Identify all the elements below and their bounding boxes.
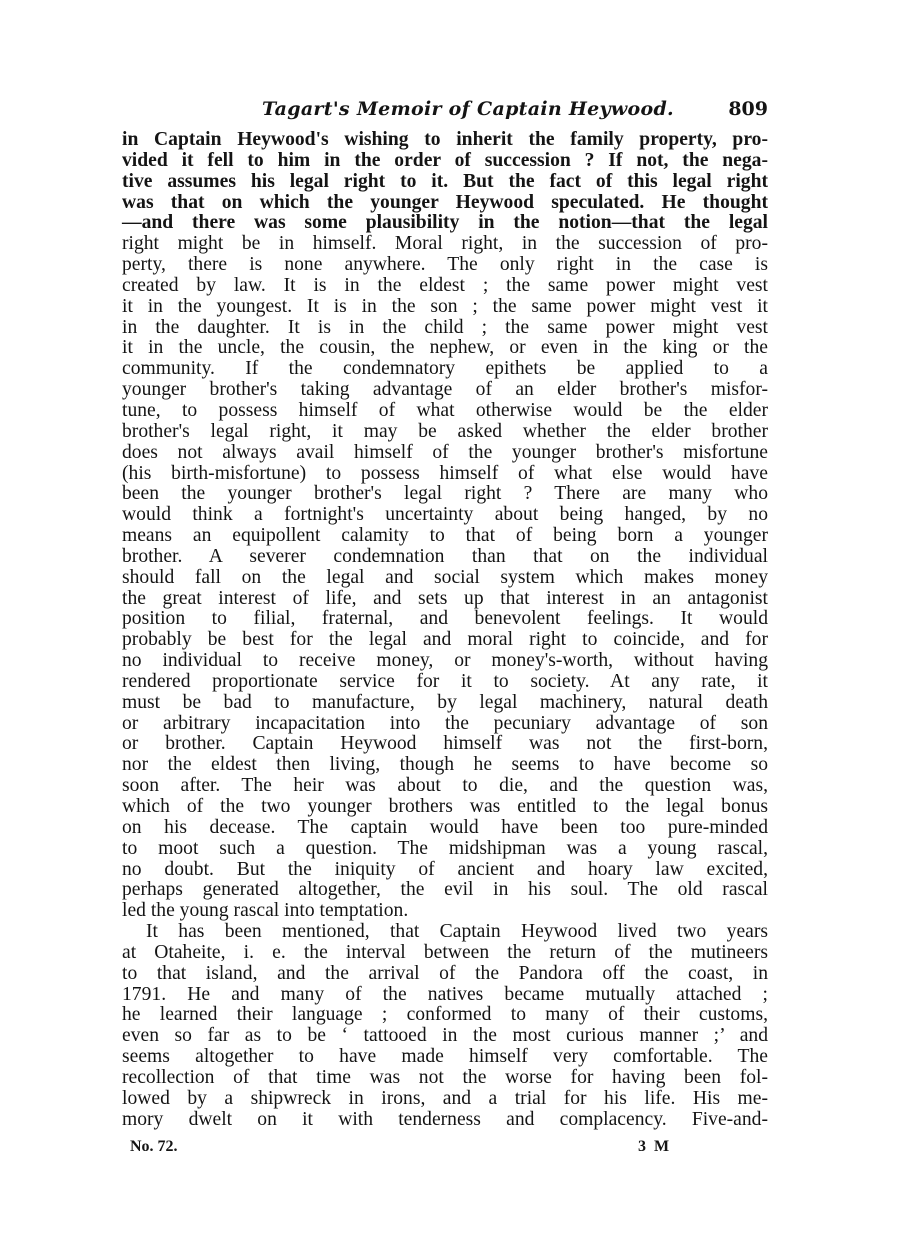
text-line: which of the two younger brothers was entitled to the legal bonus: [122, 796, 768, 817]
text-line: no doubt. But the iniquity of ancient and hoary law excited,: [122, 858, 768, 880]
text-line: in the daughter. It is in the child ; the same power might vest: [122, 316, 768, 338]
page-footer: [130, 1138, 710, 1160]
text-line: should fall on the legal and social system which makes money: [122, 566, 768, 588]
running-head: [122, 98, 768, 124]
text-line: it in the youngest. It is in the son ; the same power might vest it: [122, 295, 768, 317]
text-line: perty, there is none anywhere. The only right in the case is: [122, 254, 768, 276]
text-line: probably be best for the legal and moral right to coincide, and for: [122, 629, 768, 651]
page-number: 809: [728, 98, 768, 120]
text-line: must be bad to manufacture, by legal machinery, natural death: [122, 691, 768, 713]
text-line: it in the uncle, the cousin, the nephew, or even in the king or the: [122, 337, 768, 359]
text-line: younger brother's taking advantage of an elder brother's misfor-: [122, 379, 768, 401]
text-line: recollection of that time was not the worse for having been fol-: [122, 1066, 768, 1088]
text-line: brother's legal right, it may be asked whether the elder brother: [122, 420, 768, 442]
text-line: mory dwelt on it with tenderness and complacency. Five-and-: [122, 1108, 768, 1130]
text-line: lowed by a shipwreck in irons, and a trial for his life. His me-: [122, 1087, 768, 1109]
text-line: was that on which the younger Heywood speculated. He thought: [122, 191, 768, 213]
text-line: or brother. Captain Heywood himself was not the first-born,: [122, 733, 768, 755]
text-line: at Otaheite, i. e. the interval between the return of the mutineers: [122, 941, 768, 963]
text-line: even so far as to be ‘ tattooed in the most curious manner ;’ and: [122, 1025, 768, 1047]
text-line: no individual to receive money, or money's-worth, without having: [122, 650, 768, 672]
text-line: on his decease. The captain would have been too pure-minded: [122, 816, 768, 838]
text-line: (his birth-misfortune) to possess himself of what else would have: [122, 462, 768, 484]
text-line: or arbitrary incapacitation into the pecuniary advantage of son: [122, 712, 768, 734]
text-line: —and there was some plausibility in the notion—that the legal: [122, 212, 768, 234]
signature-mark: 3 M: [638, 1138, 672, 1155]
text-line: tive assumes his legal right to it. But the fact of this legal right: [122, 170, 768, 192]
text-line: seems altogether to have made himself very comfortable. The: [122, 1046, 768, 1068]
running-title: Tagart's Memoir of Captain Heywood.: [262, 98, 674, 120]
text-line: does not always avail himself of the younger brother's misfortune: [122, 441, 768, 463]
text-line: the great interest of life, and sets up that interest in an antagonist: [122, 587, 768, 609]
text-line: tune, to possess himself of what otherwise would be the elder: [122, 399, 768, 421]
text-line: he learned their language ; conformed to many of their customs,: [122, 1004, 768, 1026]
text-line: means an equipollent calamity to that of being born a younger: [122, 525, 768, 547]
text-line: community. If the condemnatory epithets be applied to a: [122, 358, 768, 380]
text-line: 1791. He and many of the natives became mutually attached ;: [122, 983, 768, 1005]
text-line: created by law. It is in the eldest ; the same power might vest: [122, 274, 768, 296]
text-line: in Captain Heywood's wishing to inherit the family property, pro-: [122, 129, 768, 150]
issue-number: No. 72.: [130, 1138, 178, 1155]
text-line: led the young rascal into temptation.: [122, 900, 409, 922]
body-text: [122, 130, 768, 1131]
text-line: vided it fell to him in the order of succession ? If not, the nega-: [122, 149, 768, 171]
text-line: It has been mentioned, that Captain Heywood lived two years: [146, 921, 768, 943]
text-line: to that island, and the arrival of the Pandora off the coast, in: [122, 962, 768, 984]
text-line: nor the eldest then living, though he seems to have become so: [122, 754, 768, 776]
text-line: rendered proportionate service for it to society. At any rate, it: [122, 670, 768, 692]
text-line: position to filial, fraternal, and benevolent feelings. It would: [122, 608, 768, 630]
text-line: soon after. The heir was about to die, and the question was,: [122, 775, 768, 797]
text-line: to moot such a question. The midshipman was a young rascal,: [122, 837, 768, 859]
text-line: right might be in himself. Moral right, in the succession of pro-: [122, 233, 768, 255]
text-line: been the younger brother's legal right ? There are many who: [122, 483, 768, 505]
text-line: would think a fortnight's uncertainty about being hanged, by no: [122, 504, 768, 526]
text-line: brother. A severer condemnation than that on the individual: [122, 545, 768, 567]
text-line: perhaps generated altogether, the evil in his soul. The old rascal: [122, 879, 768, 901]
